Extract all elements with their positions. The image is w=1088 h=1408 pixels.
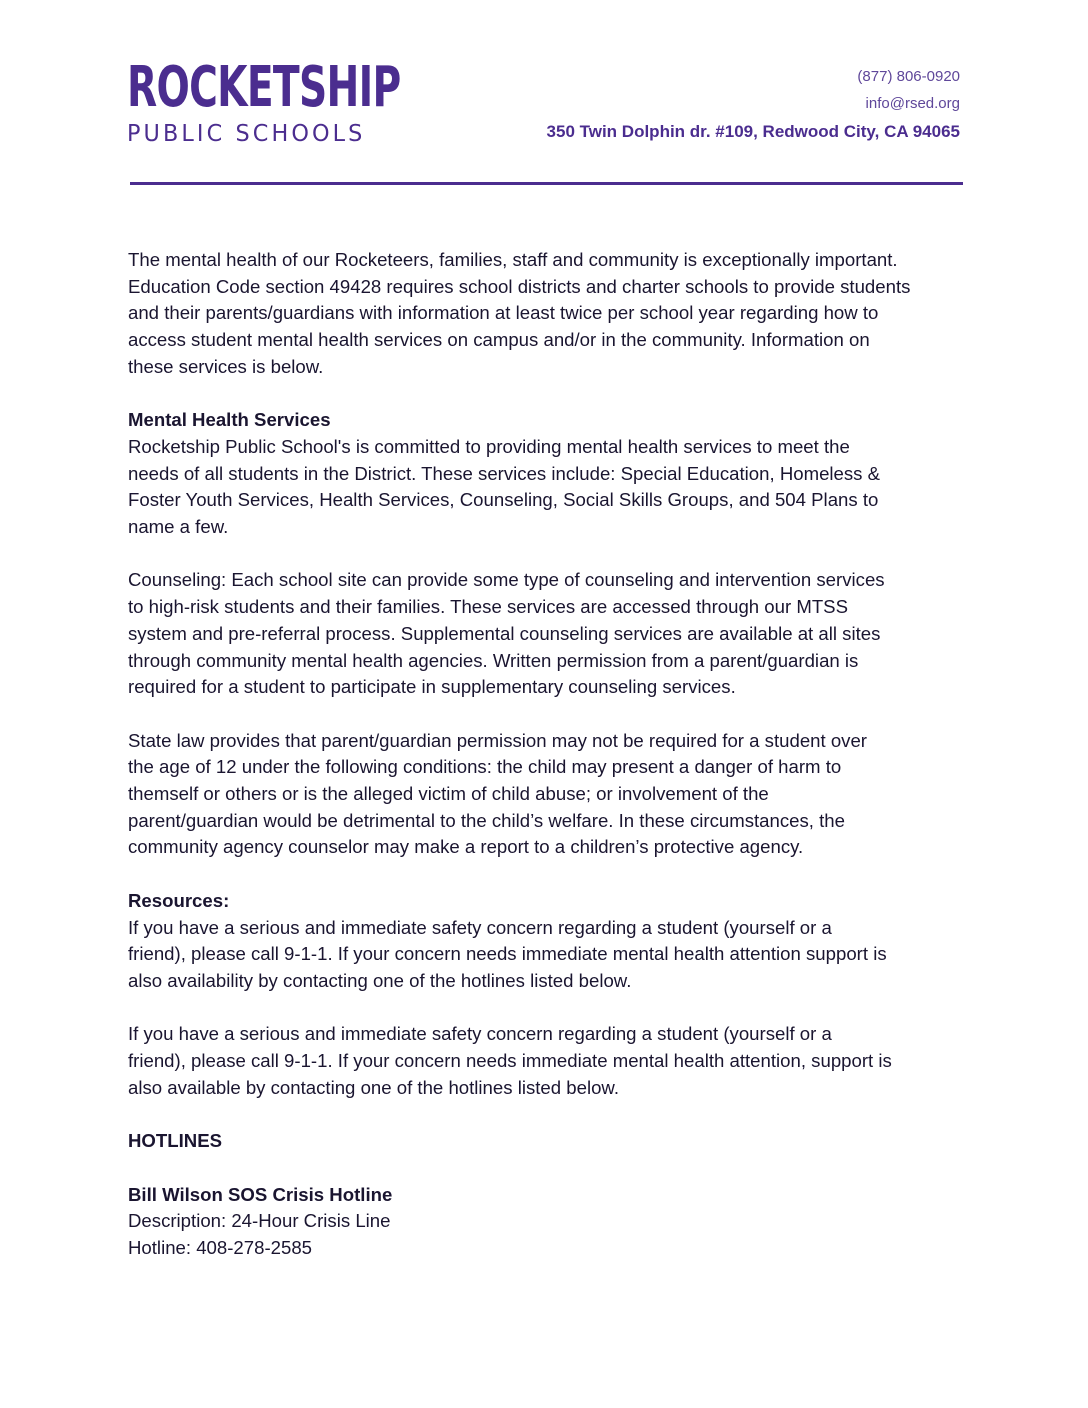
state-law-paragraph xyxy=(128,728,968,862)
resources-repeat-paragraph xyxy=(128,1021,968,1101)
text-line: State law provides that parent/guardian permission may not be required for a student over xyxy=(128,729,868,751)
logo-subtitle: PUBLIC SCHOOLS xyxy=(127,121,366,147)
hotline-number[interactable]: Hotline: 408-278-2585 xyxy=(128,1236,313,1258)
text-line: Counseling: Each school site can provide some type of counseling and intervention services xyxy=(128,569,885,591)
contact-address: 350 Twin Dolphin dr. #109, Redwood City, CA 94065 xyxy=(546,122,960,141)
resources-section xyxy=(128,888,968,995)
text-line: friend), please call 9-1-1. If your concern needs immediate mental health attention, support is xyxy=(128,1050,892,1072)
hotline-item xyxy=(128,1182,968,1262)
text-line: Rocketship Public School's is committed to providing mental health services to meet the xyxy=(128,435,850,457)
text-line: needs of all students in the District. These services include: Special Education, Homeless & xyxy=(128,462,881,484)
logo-wordmark: ROCKETSHIP xyxy=(127,55,401,120)
contact-email[interactable]: info@rsed.org xyxy=(865,95,960,112)
text-line: The mental health of our Rocketeers, families, staff and community is exceptionally important. xyxy=(128,249,898,270)
section-heading: Resources: xyxy=(128,889,230,911)
text-line: the age of 12 under the following conditions: the child may present a danger of harm to xyxy=(128,756,842,778)
contact-block xyxy=(547,63,960,147)
header-divider xyxy=(130,182,963,185)
text-line: and their parents/guardians with information at least twice per school year regarding how to xyxy=(128,302,879,324)
rocketship-logo xyxy=(127,55,518,148)
text-line: Education Code section 49428 requires school districts and charter schools to provide students xyxy=(128,275,911,297)
text-line: these services is below. xyxy=(128,355,324,377)
contact-phone: (877) 806-0920 xyxy=(857,68,960,85)
text-line: also availability by contacting one of the hotlines listed below. xyxy=(128,969,632,991)
text-line: themself or others or is the alleged victim of child abuse; or involvement of the xyxy=(128,783,769,805)
text-line: community agency counselor may make a report to a children’s protective agency. xyxy=(128,836,804,858)
text-line: system and pre-referral process. Supplemental counseling services are available at all sites xyxy=(128,622,881,644)
text-line: also available by contacting one of the hotlines listed below. xyxy=(128,1076,619,1098)
text-line: access student mental health services on campus and/or in the community. Information on xyxy=(128,329,870,351)
section-heading: Mental Health Services xyxy=(128,409,331,431)
document-body xyxy=(128,247,968,1288)
text-line: friend), please call 9-1-1. If your concern needs immediate mental health attention support is xyxy=(128,943,887,965)
text-line: name a few. xyxy=(128,516,229,538)
hotline-description: Description: 24-Hour Crisis Line xyxy=(128,1210,391,1232)
text-line: parent/guardian would be detrimental to the child’s welfare. In these circumstances, the xyxy=(128,809,845,831)
text-line: through community mental health agencies. Written permission from a parent/guardian is xyxy=(128,649,859,671)
hotlines-heading: HOTLINES xyxy=(128,1130,223,1152)
text-line: If you have a serious and immediate safety concern regarding a student (yourself or a xyxy=(128,916,832,938)
text-line: required for a student to participate in supplementary counseling services. xyxy=(128,676,736,698)
counseling-paragraph xyxy=(128,567,968,701)
mental-health-services-section xyxy=(128,407,968,541)
text-line: Foster Youth Services, Health Services, Counseling, Social Skills Groups, and 504 Plans to xyxy=(128,489,879,511)
hotline-name: Bill Wilson SOS Crisis Hotline xyxy=(128,1183,393,1205)
intro-paragraph xyxy=(128,247,968,381)
text-line: If you have a serious and immediate safety concern regarding a student (yourself or a xyxy=(128,1023,832,1045)
text-line: to high-risk students and their families. These services are accessed through our MTSS xyxy=(128,596,848,618)
